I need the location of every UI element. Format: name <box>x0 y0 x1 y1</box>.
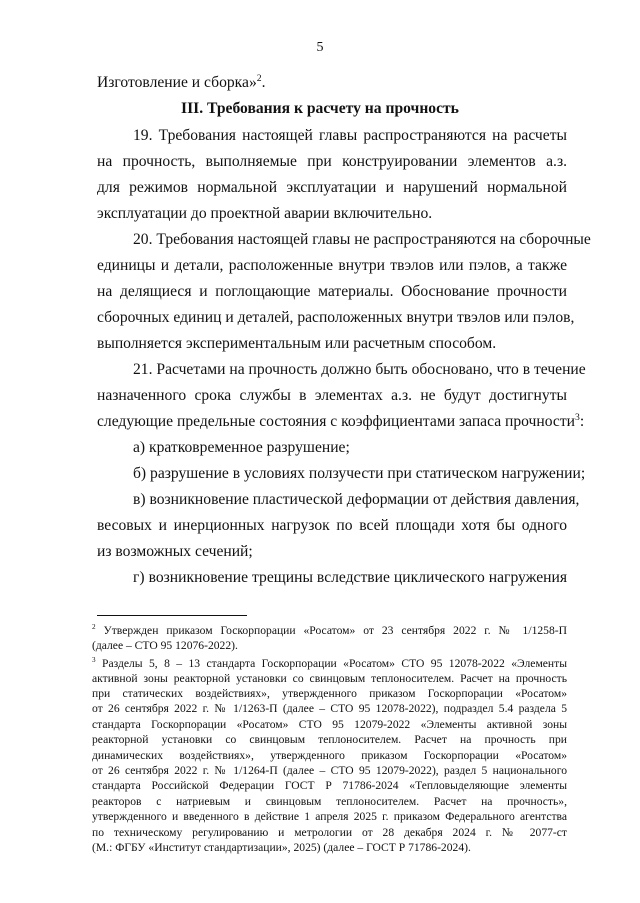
body-line: выполняется экспериментальным или расчетным способом. <box>97 335 497 352</box>
footnote-line: реакторов с натриевым и свинцовым теплоносителем. Расчет на прочность», <box>92 795 567 808</box>
body-line: 19. Требования настоящей главы распространяются на расчеты <box>133 127 567 144</box>
footnote-line: стандарта Госкорпорации «Росатом» СТО 95 12079-2022 «Элементы активной зоны <box>92 718 567 731</box>
body-line: сборочных единиц и деталей, расположенных внутри твэлов или пэлов, <box>97 309 575 326</box>
body-line: 20. Требования настоящей главы не распространяются на сборочные <box>133 231 591 248</box>
body-line: 21. Расчетами на прочность должно быть обосновано, что в течение <box>133 361 586 378</box>
body-line: единицы и детали, расположенные внутри твэлов или пэлов, а также <box>97 257 567 274</box>
footnote-ref: 3 <box>575 411 580 423</box>
body-line: на делящиеся и поглощающие материалы. Обоснование прочности <box>97 283 567 300</box>
footnote-line: активной зоны реакторной установки со свинцовым теплоносителем. Расчет на прочность <box>92 672 567 685</box>
footnote-line: реакторной установки со свинцовым теплоносителем. Расчет на прочность при <box>92 733 567 746</box>
list-item: г) возникновение трещины вследствие циклического нагружения <box>133 569 567 586</box>
footnote-line: утвержденного и введенного в действие 1 апреля 2025 г. приказом Федерального агентства <box>92 810 567 823</box>
body-line: следующие предельные состояния с коэффициентами запаса прочности$^3$: <box>97 411 585 430</box>
footnote-line: динамических воздействиях», утвержденного приказом Госкорпорации «Росатом» <box>92 749 567 762</box>
footnote-line: (М.: ФГБУ «Институт стандартизации», 2025) (далее – ГОСТ Р 71786-2024). <box>92 841 471 854</box>
body-line: для режимов нормальной эксплуатации и нарушений нормальной <box>97 179 567 196</box>
footnote-line: при статических воздействиях», утвержденного приказом Госкорпорации «Росатом» <box>92 687 567 700</box>
page-number: 5 <box>316 40 324 55</box>
body-line: на прочность, выполняемые при конструировании элементов а.з. <box>97 153 567 170</box>
body-line: весовых и инерционных нагрузок по всей площади хотя бы одного <box>97 517 567 534</box>
footnote-line: стандарта Российской Федерации ГОСТ Р 71786-2024 «Тепловыделяющие элементы <box>92 779 567 792</box>
footnote-line: от 26 сентября 2022 г. № 1/1264-П (далее – СТО 95 12079-2022), раздел 5 национального <box>92 764 567 777</box>
list-item: в) возникновение пластической деформации от действия давления, <box>133 491 580 508</box>
footnote-line: по техническому регулированию и метрологии от 28 декабря 2024 г. № 2077-ст <box>92 826 567 839</box>
footnote-line: $^3$ Разделы 5, 8 – 13 стандарта Госкорпорации «Росатом» СТО 95 12078-2022 «Элементы <box>92 656 567 670</box>
footnote-line: $^2$ Утвержден приказом Госкорпорации «Росатом» от 23 сентября 2022 г. № 1/1258-П <box>92 623 567 637</box>
body-line: Изготовление и сборка»$^2$. <box>97 72 266 91</box>
list-item: а) кратковременное разрушение; <box>133 439 350 456</box>
body-line: из возможных сечений; <box>97 543 253 560</box>
footnote-line: от 26 сентября 2022 г. № 1/1263-П (далее – СТО 95 12078-2022), подраздел 5.4 раздела 5 <box>92 702 567 715</box>
footnote-separator <box>97 615 247 616</box>
list-item: б) разрушение в условиях ползучести при статическом нагружении; <box>133 465 586 482</box>
section-heading: III. Требования к расчету на прочность <box>181 100 459 117</box>
body-line: назначенного срока службы в элементах а.з. не будут достигнуты <box>97 387 567 404</box>
footnote-line: (далее – СТО 95 12076-2022). <box>92 639 238 652</box>
footnote-ref: 2 <box>256 72 262 84</box>
body-line: эксплуатации до проектной аварии включительно. <box>97 205 433 222</box>
